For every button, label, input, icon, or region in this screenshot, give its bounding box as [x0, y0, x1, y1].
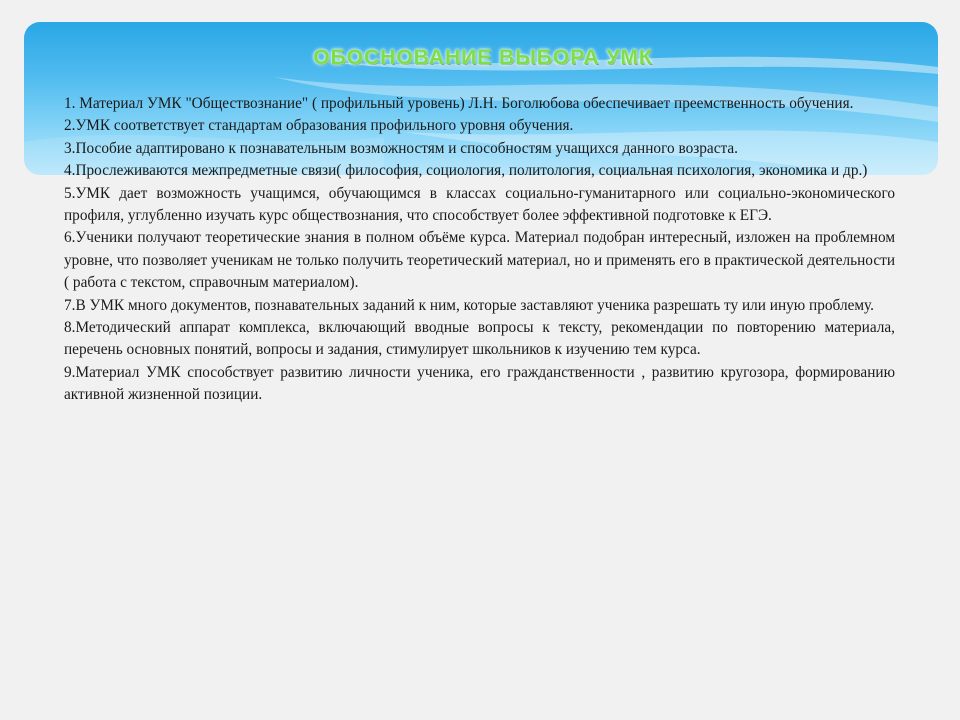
list-item: 3.Пособие адаптировано к познавательным возможностям и способностям учащихся данного возраста. — [64, 139, 738, 157]
slide-title: ОБОСНОВАНИЕ ВЫБОРА УМК — [313, 46, 653, 69]
list-item: 1. Материал УМК "Обществознание" ( профильный уровень) Л.Н. Боголюбова обеспечивает преемственность обучения. — [64, 95, 854, 112]
list-item: 5.УМК дает возможность учащимся, обучающимся в классах социально-гуманитарного или социально-экономического профиля, углубленно изучать курс обществознания, что способствует более эффективной подготовке к ЕГЭ. — [64, 184, 895, 225]
list-item: 7.В УМК много документов, познавательных заданий к ним, которые заставляют ученика разрешать ту или иную проблему. — [64, 296, 874, 314]
list-item: 4.Прослеживаются межпредметные связи( философия, социология, политология, социальная психология, экономика и др.) — [64, 162, 868, 180]
list-item: 6.Ученики получают теоретические знания в полном объёме курса. Материал подобран интересный, изложен на проблемном уровне, что позволяет ученикам не только получить теоретический материал, но и применять его в практической деятельности ( работа с текстом, справочным материалом). — [64, 229, 895, 292]
list-item: 9.Материал УМК способствует развитию личности ученика, его гражданственности , развитию кругозора, формированию активной жизненной позиции. — [64, 363, 895, 404]
justification-list — [64, 93, 895, 407]
list-item: 2.УМК соответствует стандартам образования профильного уровня обучения. — [64, 117, 574, 135]
list-item: 8.Методический аппарат комплекса, включающий вводные вопросы к тексту, рекомендации по повторению материала, перечень основных понятий, вопросы и задания, стимулирует школьников к изучению тем курса. — [64, 319, 895, 359]
